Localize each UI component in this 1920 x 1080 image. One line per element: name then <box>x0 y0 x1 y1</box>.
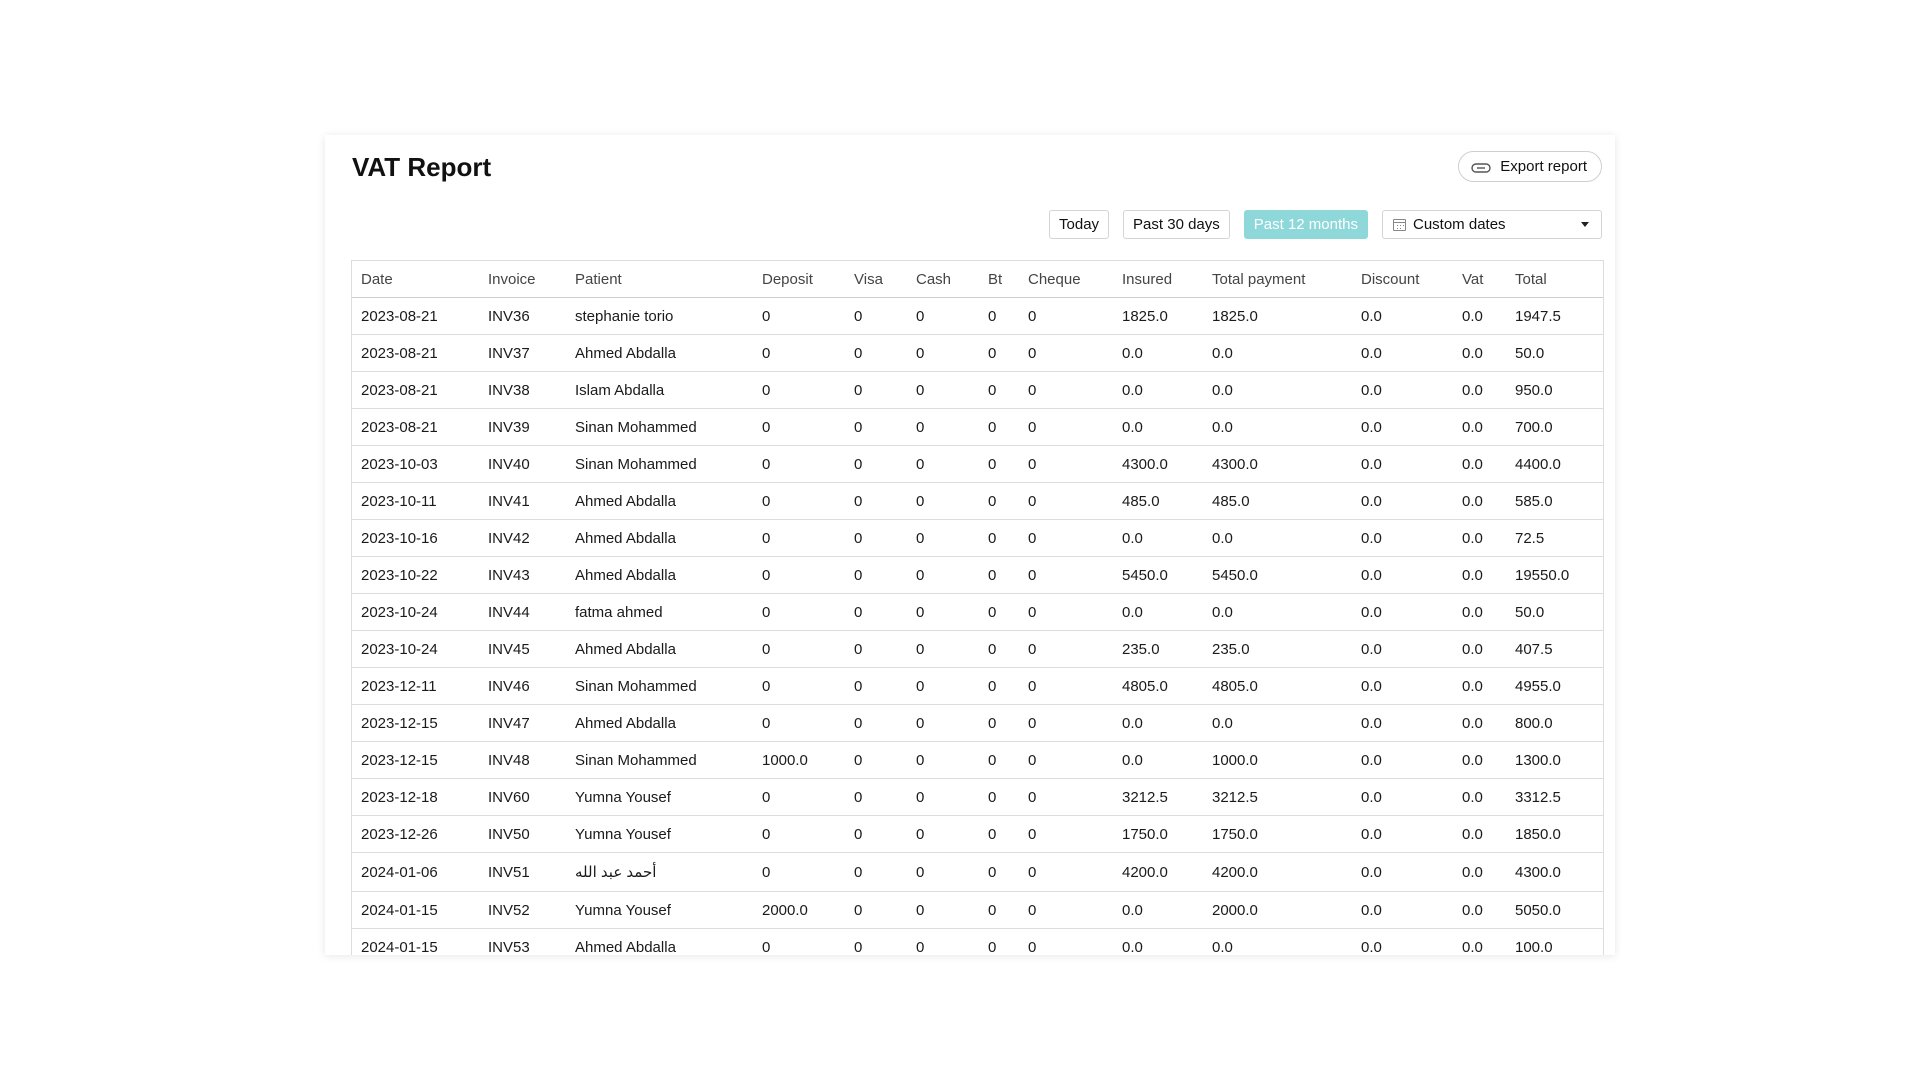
cell-cheque: 0 <box>1019 892 1113 929</box>
cell-cheque: 0 <box>1019 557 1113 594</box>
cell-patient: Yumna Yousef <box>566 779 753 816</box>
table-row[interactable] <box>352 483 1603 520</box>
cell-cash: 0 <box>907 409 979 446</box>
cell-total-payment: 0.0 <box>1203 594 1352 631</box>
cell-cheque: 0 <box>1019 853 1113 892</box>
cell-visa: 0 <box>845 483 907 520</box>
cell-vat: 0.0 <box>1453 668 1506 705</box>
cell-patient: Ahmed Abdalla <box>566 557 753 594</box>
cell-total-payment: 3212.5 <box>1203 779 1352 816</box>
cell-insured: 1750.0 <box>1113 816 1203 853</box>
cell-cheque: 0 <box>1019 335 1113 372</box>
cell-total-payment: 2000.0 <box>1203 892 1352 929</box>
cell-total: 3312.5 <box>1506 779 1603 816</box>
cell-date: 2023-12-18 <box>352 779 479 816</box>
cell-total: 950.0 <box>1506 372 1603 409</box>
cell-cheque: 0 <box>1019 779 1113 816</box>
column-header-cash[interactable]: Cash <box>907 261 979 298</box>
cell-patient: Ahmed Abdalla <box>566 631 753 668</box>
cell-insured: 0.0 <box>1113 705 1203 742</box>
cell-invoice: INV43 <box>479 557 566 594</box>
cell-vat: 0.0 <box>1453 631 1506 668</box>
column-header-date[interactable]: Date <box>352 261 479 298</box>
calendar-icon <box>1393 219 1406 231</box>
cell-discount: 0.0 <box>1352 816 1453 853</box>
cell-discount: 0.0 <box>1352 594 1453 631</box>
cell-discount: 0.0 <box>1352 557 1453 594</box>
cell-insured: 0.0 <box>1113 929 1203 956</box>
column-header-visa[interactable]: Visa <box>845 261 907 298</box>
cell-invoice: INV52 <box>479 892 566 929</box>
cell-visa: 0 <box>845 853 907 892</box>
cell-patient: Islam Abdalla <box>566 372 753 409</box>
cell-vat: 0.0 <box>1453 594 1506 631</box>
cell-vat: 0.0 <box>1453 409 1506 446</box>
column-header-insured[interactable]: Insured <box>1113 261 1203 298</box>
cell-total-payment: 1000.0 <box>1203 742 1352 779</box>
cell-cash: 0 <box>907 892 979 929</box>
cell-cash: 0 <box>907 298 979 335</box>
cell-date: 2023-10-24 <box>352 594 479 631</box>
cell-cash: 0 <box>907 520 979 557</box>
cell-total: 4955.0 <box>1506 668 1603 705</box>
cell-visa: 0 <box>845 779 907 816</box>
cell-vat: 0.0 <box>1453 705 1506 742</box>
cell-total: 72.5 <box>1506 520 1603 557</box>
custom-dates-label: Custom dates <box>1413 216 1506 233</box>
cell-visa: 0 <box>845 705 907 742</box>
table-row[interactable] <box>352 816 1603 853</box>
cell-vat: 0.0 <box>1453 742 1506 779</box>
cell-bt: 0 <box>979 705 1019 742</box>
table-row[interactable] <box>352 631 1603 668</box>
cell-insured: 5450.0 <box>1113 557 1203 594</box>
cell-invoice: INV41 <box>479 483 566 520</box>
column-header-discount[interactable]: Discount <box>1352 261 1453 298</box>
cell-discount: 0.0 <box>1352 779 1453 816</box>
cell-date: 2023-08-21 <box>352 409 479 446</box>
cell-visa: 0 <box>845 298 907 335</box>
cell-discount: 0.0 <box>1352 372 1453 409</box>
cell-vat: 0.0 <box>1453 853 1506 892</box>
cell-invoice: INV48 <box>479 742 566 779</box>
cell-visa: 0 <box>845 520 907 557</box>
cell-patient: fatma ahmed <box>566 594 753 631</box>
cell-discount: 0.0 <box>1352 298 1453 335</box>
cell-deposit: 0 <box>753 298 845 335</box>
cell-vat: 0.0 <box>1453 372 1506 409</box>
cell-visa: 0 <box>845 372 907 409</box>
cell-vat: 0.0 <box>1453 929 1506 956</box>
cell-bt: 0 <box>979 742 1019 779</box>
cell-deposit: 0 <box>753 929 845 956</box>
cell-deposit: 0 <box>753 779 845 816</box>
cell-cash: 0 <box>907 705 979 742</box>
column-header-invoice[interactable]: Invoice <box>479 261 566 298</box>
link-icon <box>1471 161 1491 173</box>
table-row[interactable] <box>352 929 1603 956</box>
cell-date: 2023-08-21 <box>352 298 479 335</box>
cell-total: 1850.0 <box>1506 816 1603 853</box>
cell-date: 2023-10-03 <box>352 446 479 483</box>
cell-insured: 0.0 <box>1113 742 1203 779</box>
table-row[interactable] <box>352 853 1603 892</box>
cell-insured: 0.0 <box>1113 372 1203 409</box>
cell-discount: 0.0 <box>1352 335 1453 372</box>
cell-bt: 0 <box>979 409 1019 446</box>
cell-date: 2023-10-16 <box>352 520 479 557</box>
cell-patient: Sinan Mohammed <box>566 409 753 446</box>
cell-cheque: 0 <box>1019 929 1113 956</box>
cell-visa: 0 <box>845 929 907 956</box>
cell-deposit: 0 <box>753 594 845 631</box>
cell-cheque: 0 <box>1019 409 1113 446</box>
cell-invoice: INV51 <box>479 853 566 892</box>
cell-total: 1947.5 <box>1506 298 1603 335</box>
cell-invoice: INV40 <box>479 446 566 483</box>
cell-visa: 0 <box>845 335 907 372</box>
cell-bt: 0 <box>979 816 1019 853</box>
cell-total-payment: 0.0 <box>1203 929 1352 956</box>
table-row[interactable] <box>352 557 1603 594</box>
cell-bt: 0 <box>979 372 1019 409</box>
cell-bt: 0 <box>979 446 1019 483</box>
cell-bt: 0 <box>979 594 1019 631</box>
cell-bt: 0 <box>979 929 1019 956</box>
cell-cheque: 0 <box>1019 520 1113 557</box>
column-header-cheque[interactable]: Cheque <box>1019 261 1113 298</box>
cell-patient: Sinan Mohammed <box>566 668 753 705</box>
cell-total: 4400.0 <box>1506 446 1603 483</box>
table-body <box>352 298 1603 956</box>
cell-insured: 0.0 <box>1113 335 1203 372</box>
cell-invoice: INV50 <box>479 816 566 853</box>
table-row[interactable] <box>352 298 1603 335</box>
cell-cash: 0 <box>907 483 979 520</box>
cell-insured: 0.0 <box>1113 594 1203 631</box>
cell-cash: 0 <box>907 668 979 705</box>
cell-cash: 0 <box>907 372 979 409</box>
filter-past-12-months-button[interactable]: Past 12 months <box>1244 210 1368 239</box>
cell-invoice: INV53 <box>479 929 566 956</box>
cell-total-payment: 5450.0 <box>1203 557 1352 594</box>
cell-deposit: 0 <box>753 483 845 520</box>
column-header-bt[interactable]: Bt <box>979 261 1019 298</box>
cell-cash: 0 <box>907 557 979 594</box>
table-row[interactable] <box>352 446 1603 483</box>
cell-date: 2024-01-06 <box>352 853 479 892</box>
cell-visa: 0 <box>845 557 907 594</box>
cell-deposit: 1000.0 <box>753 742 845 779</box>
cell-insured: 0.0 <box>1113 409 1203 446</box>
vat-table-container <box>351 260 1604 955</box>
cell-discount: 0.0 <box>1352 853 1453 892</box>
cell-date: 2023-10-11 <box>352 483 479 520</box>
cell-patient: Sinan Mohammed <box>566 742 753 779</box>
cell-cheque: 0 <box>1019 298 1113 335</box>
cell-cheque: 0 <box>1019 483 1113 520</box>
cell-total-payment: 4200.0 <box>1203 853 1352 892</box>
cell-visa: 0 <box>845 816 907 853</box>
table-row[interactable] <box>352 409 1603 446</box>
cell-cash: 0 <box>907 816 979 853</box>
cell-bt: 0 <box>979 853 1019 892</box>
cell-discount: 0.0 <box>1352 483 1453 520</box>
cell-insured: 4805.0 <box>1113 668 1203 705</box>
cell-bt: 0 <box>979 335 1019 372</box>
cell-vat: 0.0 <box>1453 557 1506 594</box>
cell-deposit: 0 <box>753 409 845 446</box>
cell-total-payment: 4300.0 <box>1203 446 1352 483</box>
cell-deposit: 2000.0 <box>753 892 845 929</box>
cell-visa: 0 <box>845 742 907 779</box>
cell-deposit: 0 <box>753 335 845 372</box>
cell-insured: 4200.0 <box>1113 853 1203 892</box>
cell-total-payment: 0.0 <box>1203 409 1352 446</box>
cell-total: 585.0 <box>1506 483 1603 520</box>
cell-cheque: 0 <box>1019 372 1113 409</box>
filter-today-button[interactable]: Today <box>1049 210 1109 239</box>
cell-deposit: 0 <box>753 557 845 594</box>
cell-vat: 0.0 <box>1453 298 1506 335</box>
cell-deposit: 0 <box>753 816 845 853</box>
table-row[interactable] <box>352 892 1603 929</box>
cell-insured: 1825.0 <box>1113 298 1203 335</box>
cell-cash: 0 <box>907 742 979 779</box>
cell-discount: 0.0 <box>1352 742 1453 779</box>
cell-date: 2024-01-15 <box>352 892 479 929</box>
cell-patient: Ahmed Abdalla <box>566 705 753 742</box>
table-row[interactable] <box>352 594 1603 631</box>
cell-total-payment: 485.0 <box>1203 483 1352 520</box>
cell-cash: 0 <box>907 853 979 892</box>
cell-date: 2023-08-21 <box>352 335 479 372</box>
cell-invoice: INV45 <box>479 631 566 668</box>
cell-bt: 0 <box>979 668 1019 705</box>
chevron-down-icon <box>1581 222 1589 227</box>
cell-vat: 0.0 <box>1453 779 1506 816</box>
cell-cheque: 0 <box>1019 631 1113 668</box>
cell-cheque: 0 <box>1019 594 1113 631</box>
column-header-patient[interactable]: Patient <box>566 261 753 298</box>
cell-discount: 0.0 <box>1352 892 1453 929</box>
cell-discount: 0.0 <box>1352 409 1453 446</box>
cell-total: 50.0 <box>1506 594 1603 631</box>
cell-total-payment: 1750.0 <box>1203 816 1352 853</box>
cell-patient: أحمد عبد الله <box>566 853 753 892</box>
cell-invoice: INV39 <box>479 409 566 446</box>
cell-total: 1300.0 <box>1506 742 1603 779</box>
cell-visa: 0 <box>845 631 907 668</box>
cell-patient: Ahmed Abdalla <box>566 483 753 520</box>
cell-discount: 0.0 <box>1352 668 1453 705</box>
cell-cash: 0 <box>907 446 979 483</box>
cell-total: 100.0 <box>1506 929 1603 956</box>
cell-total: 50.0 <box>1506 335 1603 372</box>
cell-total: 800.0 <box>1506 705 1603 742</box>
cell-bt: 0 <box>979 892 1019 929</box>
cell-date: 2023-12-15 <box>352 742 479 779</box>
table-row[interactable] <box>352 779 1603 816</box>
cell-bt: 0 <box>979 483 1019 520</box>
cell-cheque: 0 <box>1019 816 1113 853</box>
cell-deposit: 0 <box>753 631 845 668</box>
cell-invoice: INV42 <box>479 520 566 557</box>
cell-total-payment: 4805.0 <box>1203 668 1352 705</box>
cell-patient: stephanie torio <box>566 298 753 335</box>
cell-cash: 0 <box>907 631 979 668</box>
column-header-deposit[interactable]: Deposit <box>753 261 845 298</box>
date-filter-group <box>1049 210 1602 239</box>
cell-bt: 0 <box>979 779 1019 816</box>
cell-cheque: 0 <box>1019 446 1113 483</box>
cell-deposit: 0 <box>753 520 845 557</box>
cell-patient: Ahmed Abdalla <box>566 335 753 372</box>
column-header-total[interactable]: Total <box>1506 261 1603 298</box>
cell-bt: 0 <box>979 520 1019 557</box>
cell-visa: 0 <box>845 446 907 483</box>
cell-invoice: INV37 <box>479 335 566 372</box>
cell-invoice: INV44 <box>479 594 566 631</box>
cell-insured: 3212.5 <box>1113 779 1203 816</box>
cell-total: 700.0 <box>1506 409 1603 446</box>
cell-cheque: 0 <box>1019 742 1113 779</box>
column-header-vat[interactable]: Vat <box>1453 261 1506 298</box>
cell-vat: 0.0 <box>1453 520 1506 557</box>
cell-deposit: 0 <box>753 705 845 742</box>
cell-cheque: 0 <box>1019 668 1113 705</box>
cell-deposit: 0 <box>753 853 845 892</box>
cell-visa: 0 <box>845 594 907 631</box>
export-report-label: Export report <box>1500 158 1587 175</box>
cell-total: 4300.0 <box>1506 853 1603 892</box>
cell-vat: 0.0 <box>1453 816 1506 853</box>
cell-visa: 0 <box>845 668 907 705</box>
vat-report-card <box>325 135 1615 955</box>
cell-total-payment: 0.0 <box>1203 705 1352 742</box>
cell-total: 19550.0 <box>1506 557 1603 594</box>
cell-cheque: 0 <box>1019 705 1113 742</box>
cell-visa: 0 <box>845 892 907 929</box>
vat-table <box>352 261 1603 955</box>
cell-invoice: INV36 <box>479 298 566 335</box>
cell-total: 5050.0 <box>1506 892 1603 929</box>
cell-discount: 0.0 <box>1352 631 1453 668</box>
cell-date: 2023-10-22 <box>352 557 479 594</box>
cell-patient: Ahmed Abdalla <box>566 929 753 956</box>
cell-insured: 235.0 <box>1113 631 1203 668</box>
cell-date: 2023-12-15 <box>352 705 479 742</box>
cell-patient: Sinan Mohammed <box>566 446 753 483</box>
cell-insured: 0.0 <box>1113 520 1203 557</box>
cell-cash: 0 <box>907 779 979 816</box>
table-row[interactable] <box>352 742 1603 779</box>
cell-vat: 0.0 <box>1453 335 1506 372</box>
export-report-button[interactable] <box>1458 151 1602 182</box>
cell-cash: 0 <box>907 594 979 631</box>
cell-deposit: 0 <box>753 446 845 483</box>
cell-visa: 0 <box>845 409 907 446</box>
cell-cash: 0 <box>907 335 979 372</box>
cell-bt: 0 <box>979 631 1019 668</box>
cell-date: 2023-08-21 <box>352 372 479 409</box>
cell-date: 2024-01-15 <box>352 929 479 956</box>
cell-total-payment: 0.0 <box>1203 520 1352 557</box>
cell-invoice: INV38 <box>479 372 566 409</box>
cell-insured: 485.0 <box>1113 483 1203 520</box>
cell-deposit: 0 <box>753 372 845 409</box>
cell-total-payment: 0.0 <box>1203 335 1352 372</box>
table-row[interactable] <box>352 668 1603 705</box>
table-row[interactable] <box>352 520 1603 557</box>
page-title: VAT Report <box>352 152 492 182</box>
cell-bt: 0 <box>979 557 1019 594</box>
column-header-total-payment[interactable]: Total payment <box>1203 261 1352 298</box>
cell-total-payment: 0.0 <box>1203 372 1352 409</box>
table-row[interactable] <box>352 705 1603 742</box>
table-header-row <box>352 261 1603 298</box>
cell-total-payment: 235.0 <box>1203 631 1352 668</box>
cell-invoice: INV60 <box>479 779 566 816</box>
table-row[interactable] <box>352 372 1603 409</box>
cell-discount: 0.0 <box>1352 446 1453 483</box>
cell-insured: 4300.0 <box>1113 446 1203 483</box>
cell-date: 2023-12-26 <box>352 816 479 853</box>
cell-insured: 0.0 <box>1113 892 1203 929</box>
cell-vat: 0.0 <box>1453 446 1506 483</box>
cell-date: 2023-12-11 <box>352 668 479 705</box>
cell-discount: 0.0 <box>1352 520 1453 557</box>
cell-vat: 0.0 <box>1453 892 1506 929</box>
cell-discount: 0.0 <box>1352 705 1453 742</box>
cell-discount: 0.0 <box>1352 929 1453 956</box>
cell-invoice: INV47 <box>479 705 566 742</box>
cell-patient: Yumna Yousef <box>566 892 753 929</box>
cell-invoice: INV46 <box>479 668 566 705</box>
custom-dates-dropdown[interactable] <box>1382 210 1602 239</box>
filter-past-30-days-button[interactable]: Past 30 days <box>1123 210 1230 239</box>
cell-date: 2023-10-24 <box>352 631 479 668</box>
cell-cash: 0 <box>907 929 979 956</box>
cell-total: 407.5 <box>1506 631 1603 668</box>
table-row[interactable] <box>352 335 1603 372</box>
cell-bt: 0 <box>979 298 1019 335</box>
cell-total-payment: 1825.0 <box>1203 298 1352 335</box>
cell-patient: Ahmed Abdalla <box>566 520 753 557</box>
cell-deposit: 0 <box>753 668 845 705</box>
cell-patient: Yumna Yousef <box>566 816 753 853</box>
cell-vat: 0.0 <box>1453 483 1506 520</box>
